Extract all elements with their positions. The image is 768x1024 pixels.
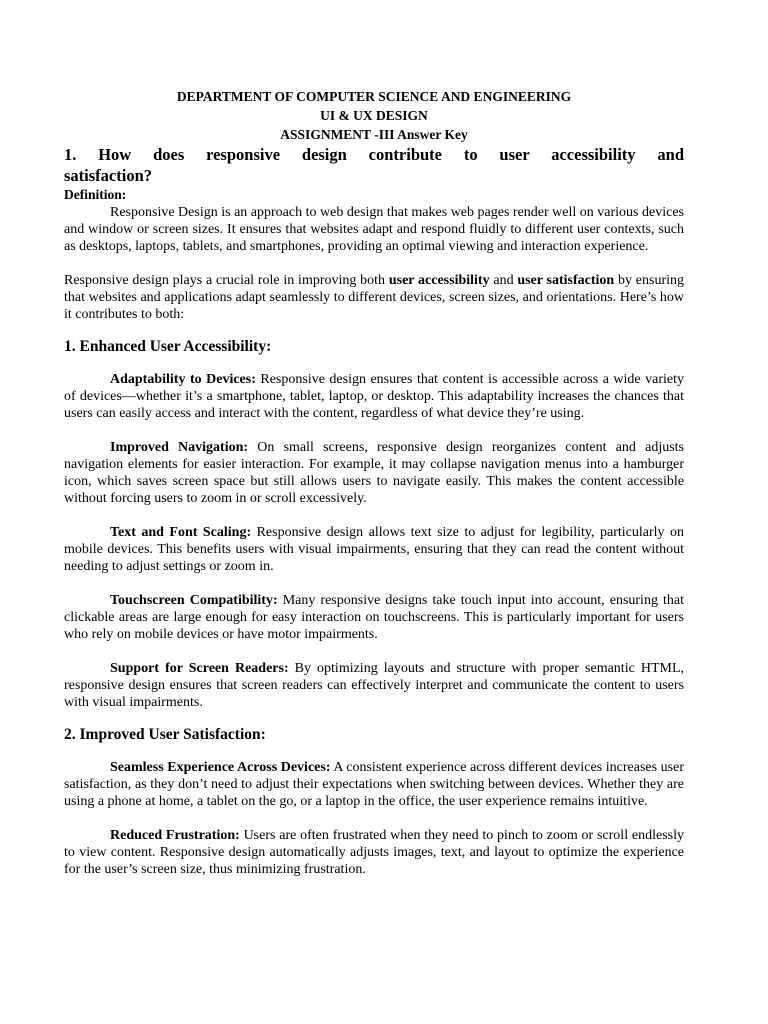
question-title-tail: satisfaction? [64, 166, 152, 185]
paragraph-title: Improved Navigation: [110, 440, 249, 455]
document-page [64, 87, 684, 878]
definition-text: Responsive Design is an approach to web design that makes web pages render well on various devices and window or screen sizes. It ensures that websites adapt and respond fluidly to different user contexts, such as desktops, laptops, tablets, and smartphones, providing an optimal viewing and interaction experience. [64, 205, 684, 254]
paragraph-reduced-frustration [64, 827, 684, 878]
paragraph-title: Reduced Frustration: [110, 828, 240, 843]
paragraph-screen-readers [64, 660, 684, 711]
paragraph-title: Touchscreen Compatibility: [110, 593, 278, 608]
assignment-title: ASSIGNMENT -III Answer Key [280, 127, 468, 142]
paragraph-body: Many responsive designs take touch input into account, ensuring that clickable areas are large enough for easy interaction on touchscreens. This is particularly important for users who rely on mobile devices or have motor impairments. [64, 593, 684, 642]
paragraph-title: Text and Font Scaling: [110, 525, 252, 540]
intro-part-2: and [489, 273, 518, 288]
question-title [64, 144, 684, 186]
paragraph-adaptability [64, 371, 684, 422]
definition-label: Definition: [64, 187, 127, 202]
paragraph-seamless-experience [64, 759, 684, 810]
section-heading-accessibility: 1. Enhanced User Accessibility: [64, 338, 272, 355]
question-title-main: 1. How does responsive design contribute to user accessibility and [64, 145, 684, 164]
paragraph-body: A consistent experience across different devices increases user satisfaction, as they don’t need to adjust their expectations when switching between devices. Whether they are using a phone at home, a tablet on the go, or a laptop in the office, the user experience remains intuitive. [64, 760, 684, 809]
document-header [64, 87, 684, 144]
paragraph-title: Adaptability to Devices: [110, 372, 256, 387]
course-title: UI & UX DESIGN [320, 108, 428, 123]
paragraph-body: Responsive design ensures that content is accessible across a wide variety of devices—whether it’s a smartphone, tablet, laptop, or desktop. This adaptability increases the chances that users can easily access and interact with the content, regardless of what device they’re using. [64, 372, 684, 421]
paragraph-title: Seamless Experience Across Devices: [110, 760, 331, 775]
paragraph-navigation [64, 439, 684, 507]
paragraph-title: Support for Screen Readers: [110, 661, 289, 676]
department-title: DEPARTMENT OF COMPUTER SCIENCE AND ENGINEERING [176, 89, 572, 104]
intro-bold-satisfaction: user satisfaction [517, 273, 615, 288]
paragraph-body: On small screens, responsive design reorganizes content and adjusts navigation elements for easier interaction. For example, it may collapse navigation menus into a hamburger icon, which saves screen space but still allows users to navigate easily. This makes the content accessible without forcing users to zoom in or scroll excessively. [64, 440, 684, 506]
paragraph-body: By optimizing layouts and structure with proper semantic HTML, responsive design ensures that screen readers can effectively interpret and communicate the content to users with visual impairments. [64, 661, 685, 710]
paragraph-body: Users are often frustrated when they need to pinch to zoom or scroll endlessly to view content. Responsive design automatically adjusts images, text, and layout to optimize the experience for the user’s screen size, thus minimizing frustration. [64, 828, 684, 877]
paragraph-body: Responsive design allows text size to adjust for legibility, particularly on mobile devices. This benefits users with visual impairments, ensuring that they can read the content without needing to adjust settings or zoom in. [64, 525, 684, 574]
paragraph-font-scaling [64, 524, 684, 575]
section-heading-satisfaction: 2. Improved User Satisfaction: [64, 726, 266, 743]
intro-part-1: Responsive design plays a crucial role in improving both [64, 273, 389, 288]
intro-part-3: by ensuring that websites and applications adapt seamlessly to different devices, screen sizes, and orientations. Here’s how it contributes to both: [64, 273, 684, 322]
intro-bold-accessibility: user accessibility [388, 273, 490, 288]
intro-paragraph [64, 272, 684, 323]
paragraph-touchscreen [64, 592, 684, 643]
